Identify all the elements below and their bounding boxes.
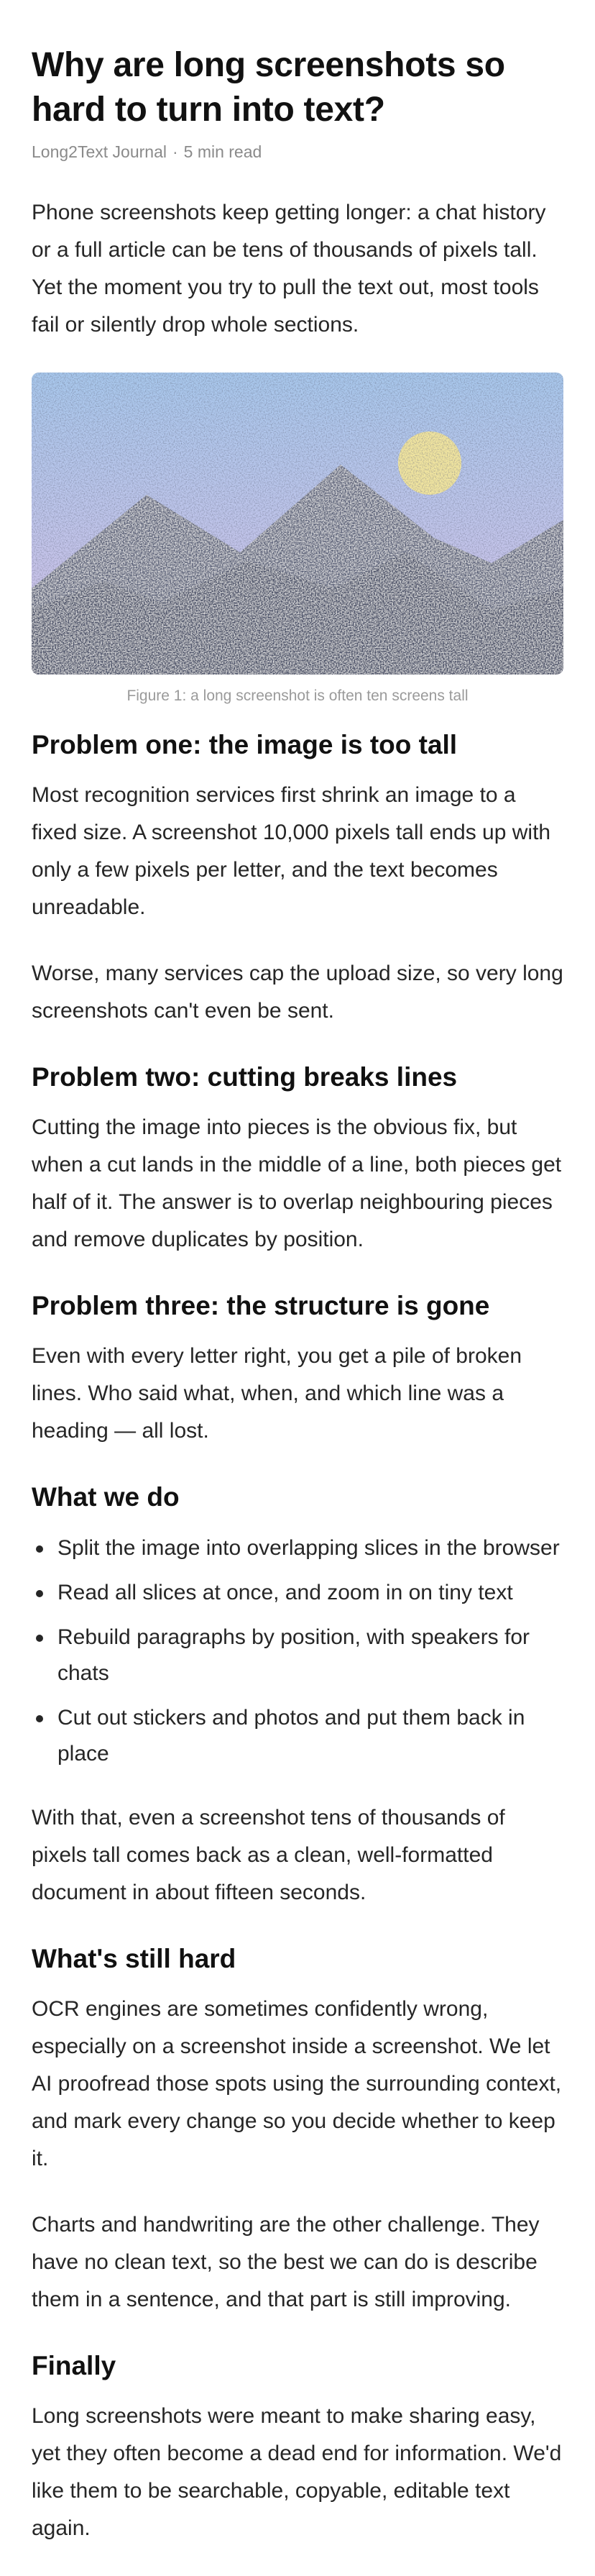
list-item-text: Split the image into overlapping slices in the browser	[57, 1536, 560, 1560]
section-paragraph: Long screenshots were meant to make sharing easy, yet they often become a dead end for information. We'd like them to be searchable, copyable, editable text again.	[32, 2404, 562, 2540]
bullet-dot-icon	[36, 1715, 43, 1722]
section-paragraph: OCR engines are sometimes confidently wrong, especially on a screenshot inside a screenshot. We let AI proofread those spots using the surrounding context, and mark every change so you decide whether to keep it.	[32, 1997, 562, 2170]
section-heading-problem-two: Problem two: cutting breaks lines	[32, 1062, 458, 1092]
section-paragraph: Even with every letter right, you get a pile of broken lines. Who said what, when, and which line was a heading — all lost.	[32, 1344, 522, 1443]
list-item	[32, 1530, 563, 1566]
section-heading-still-hard: What's still hard	[32, 1944, 236, 1973]
section-heading-problem-one: Problem one: the image is too tall	[32, 730, 458, 759]
article-source: Long2Text Journal	[32, 142, 167, 161]
list-item	[32, 1620, 563, 1691]
section-heading-what-we-do: What we do	[32, 1482, 180, 1512]
figure	[32, 373, 563, 706]
section-paragraph: Cutting the image into pieces is the obvious fix, but when a cut lands in the middle of a line, both pieces get half of it. The answer is to overlap neighbouring pieces and remove duplicates by position.	[32, 1115, 562, 1251]
bullet-dot-icon	[36, 1590, 43, 1597]
section-paragraph: With that, even a screenshot tens of thousands of pixels tall comes back as a clean, well-formatted document in about fifteen seconds.	[32, 1806, 505, 1904]
section-paragraph: Charts and handwriting are the other challenge. They have no clean text, so the best we can do is describe them in a sentence, and that part is still improving.	[32, 2213, 540, 2311]
meta-separator: ·	[172, 142, 178, 161]
bullet-dot-icon	[36, 1635, 43, 1642]
list-item-text: Cut out stickers and photos and put them back in place	[57, 1706, 525, 1766]
list-item	[32, 1700, 563, 1772]
bullet-dot-icon	[36, 1545, 43, 1553]
section-heading-problem-three: Problem three: the structure is gone	[32, 1291, 490, 1320]
article-title: Why are long screenshots so hard to turn into text?	[32, 46, 505, 129]
bullet-list	[32, 1530, 563, 1772]
list-item-text: Read all slices at once, and zoom in on tiny text	[57, 1581, 513, 1604]
section-paragraph: Most recognition services first shrink an image to a fixed size. A screenshot 10,000 pixels tall ends up with only a few pixels per letter, and the text becomes unreadable.	[32, 783, 551, 919]
list-item-text: Rebuild paragraphs by position, with speakers for chats	[57, 1625, 530, 1685]
read-time: 5 min read	[183, 142, 262, 161]
list-item	[32, 1575, 563, 1611]
mountain-landscape-image	[32, 373, 563, 675]
intro-paragraph: Phone screenshots keep getting longer: a chat history or a full article can be tens of thousands of pixels tall. Yet the moment you try to pull the text out, most tools fail or silently drop whole sections.	[32, 201, 546, 337]
article-meta	[32, 141, 563, 163]
moon-icon	[398, 431, 461, 495]
section-heading-finally: Finally	[32, 2351, 116, 2380]
figure-caption: Figure 1: a long screenshot is often ten screens tall	[126, 688, 469, 704]
section-paragraph: Worse, many services cap the upload size, so very long screenshots can't even be sent.	[32, 962, 563, 1023]
